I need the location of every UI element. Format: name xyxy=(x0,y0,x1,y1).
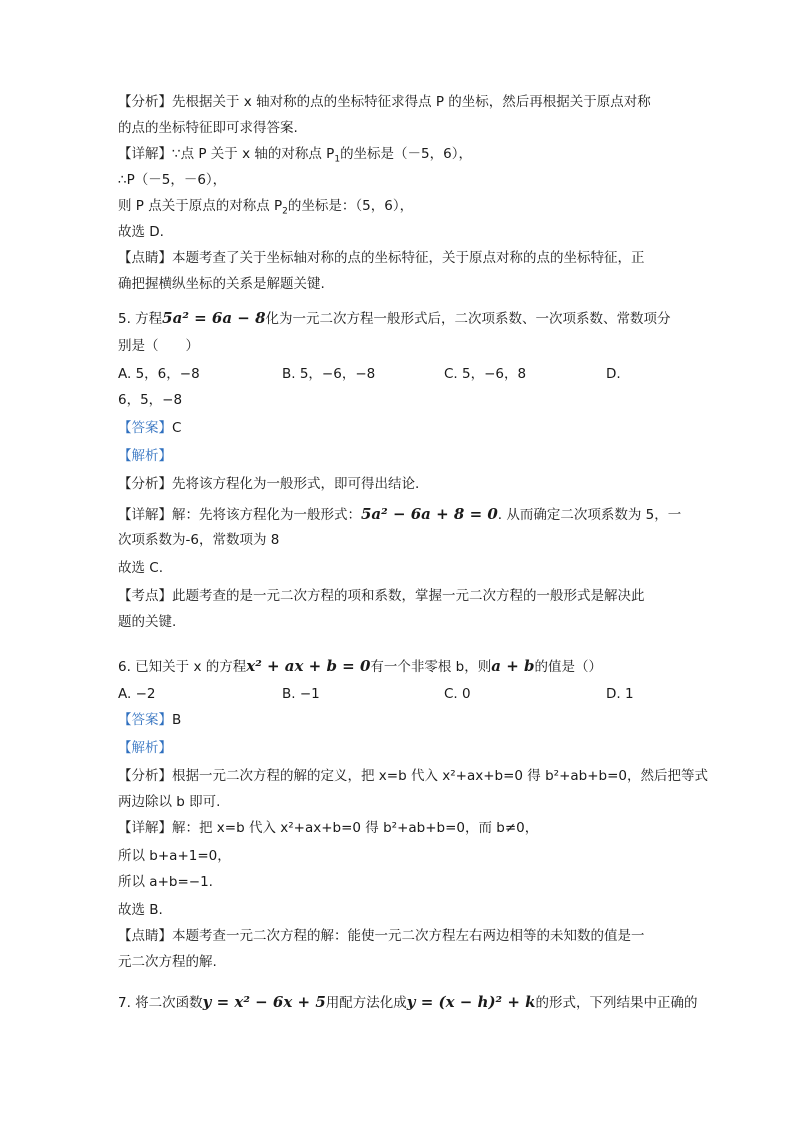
q5-option-b: B. 5，−6，−8 xyxy=(282,366,376,382)
q6-choose: 故选 B. xyxy=(118,902,163,918)
q6-option-a: A. −2 xyxy=(118,686,156,702)
q4-choose: 故选 D. xyxy=(118,224,164,240)
q5-detail-line1: 【详解】解：先将该方程化为一般形式：5a² − 6a + 8 = 0. 从而确定二次项系数为 5，一 xyxy=(118,505,682,523)
q5-jiexi: 【解析】 xyxy=(118,448,172,464)
q7-stem: 7. 将二次函数y = x² − 6x + 5用配方法化成y = (x − h)² + k的形式，下列结果中正确的 xyxy=(118,993,698,1011)
q5-detail-line2: 次项系数为-6，常数项为 8 xyxy=(118,532,280,548)
q6-jiexi: 【解析】 xyxy=(118,740,172,756)
q6-answer: 【答案】B xyxy=(118,712,182,728)
q6-stem: 6. 已知关于 x 的方程x² + ax + b = 0有一个非零根 b，则a + b的值是（） xyxy=(118,657,602,675)
q6-option-b: B. −1 xyxy=(282,686,320,702)
q4-analysis-line2: 的点的坐标特征即可求得答案. xyxy=(118,120,298,136)
q5-option-c: C. 5，−6，8 xyxy=(444,366,527,382)
q6-detail-line2: 所以 b+a+1=0， xyxy=(118,848,231,864)
q5-analysis: 【分析】先将该方程化为一般形式，即可得出结论. xyxy=(118,476,420,492)
q6-option-c: C. 0 xyxy=(444,686,471,702)
q5-kaodian-line2: 题的关键. xyxy=(118,614,177,630)
q4-detail-line3: 则 P 点关于原点的对称点 $P_2$的坐标是：（5，6）， xyxy=(118,198,414,217)
q6-analysis-line1: 【分析】根据一元二次方程的解的定义，把 x=b 代入 x²+ax+b=0 得 b²+ab+b=0，然后把等式 xyxy=(118,768,708,784)
q4-remark-line1: 【点睛】本题考查了关于坐标轴对称的点的坐标特征，关于原点对称的点的坐标特征，正 xyxy=(118,250,645,266)
q5-equation: 5a² = 6a − 8 xyxy=(162,309,266,327)
q5-stem-line1: 5. 方程5a² = 6a − 8化为一元二次方程一般形式后，二次项系数、一次项系数、常数项分 xyxy=(118,309,671,327)
q5-stem-line2: 别是（ ） xyxy=(118,338,199,354)
q6-analysis-line2: 两边除以 b 即可. xyxy=(118,794,221,810)
q5-answer: 【答案】C xyxy=(118,420,182,436)
q5-choose: 故选 C. xyxy=(118,560,164,576)
q4-detail-line1: 【详解】∵点 P 关于 x 轴的对称点 $P_1$的坐标是（－5，6）， xyxy=(118,146,472,165)
q5-option-d: D. xyxy=(606,366,621,382)
q7-vertex-form: y = (x − h)² + k xyxy=(406,993,536,1011)
q6-remark-line1: 【点睛】本题考查一元二次方程的解：能使一元二次方程左右两边相等的未知数的值是一 xyxy=(118,928,645,944)
q6-equation: x² + ax + b = 0 xyxy=(246,657,371,675)
q6-option-d: D. 1 xyxy=(606,686,634,702)
q4-detail-line2: ∴P（－5，－6）， xyxy=(118,172,227,188)
q5-kaodian-line1: 【考点】此题考查的是一元二次方程的项和系数，掌握一元二次方程的一般形式是解决此 xyxy=(118,588,645,604)
q6-remark-line2: 元二次方程的解. xyxy=(118,954,217,970)
q6-sum: a + b xyxy=(491,657,535,675)
q4-analysis-line1: 【分析】先根据关于 x 轴对称的点的坐标特征求得点 P 的坐标，然后再根据关于原点对称 xyxy=(118,94,651,110)
q6-detail-line3: 所以 a+b=−1. xyxy=(118,874,213,890)
q5-general-form: 5a² − 6a + 8 = 0 xyxy=(361,505,498,523)
q4-remark-line2: 确把握横纵坐标的关系是解题关键. xyxy=(118,276,325,292)
q7-function: y = x² − 6x + 5 xyxy=(202,993,326,1011)
q5-option-d-wrap: 6，5，−8 xyxy=(118,392,183,408)
q5-option-a: A. 5，6，−8 xyxy=(118,366,200,382)
q6-detail-line1: 【详解】解：把 x=b 代入 x²+ax+b=0 得 b²+ab+b=0，而 b≠0， xyxy=(118,820,539,836)
